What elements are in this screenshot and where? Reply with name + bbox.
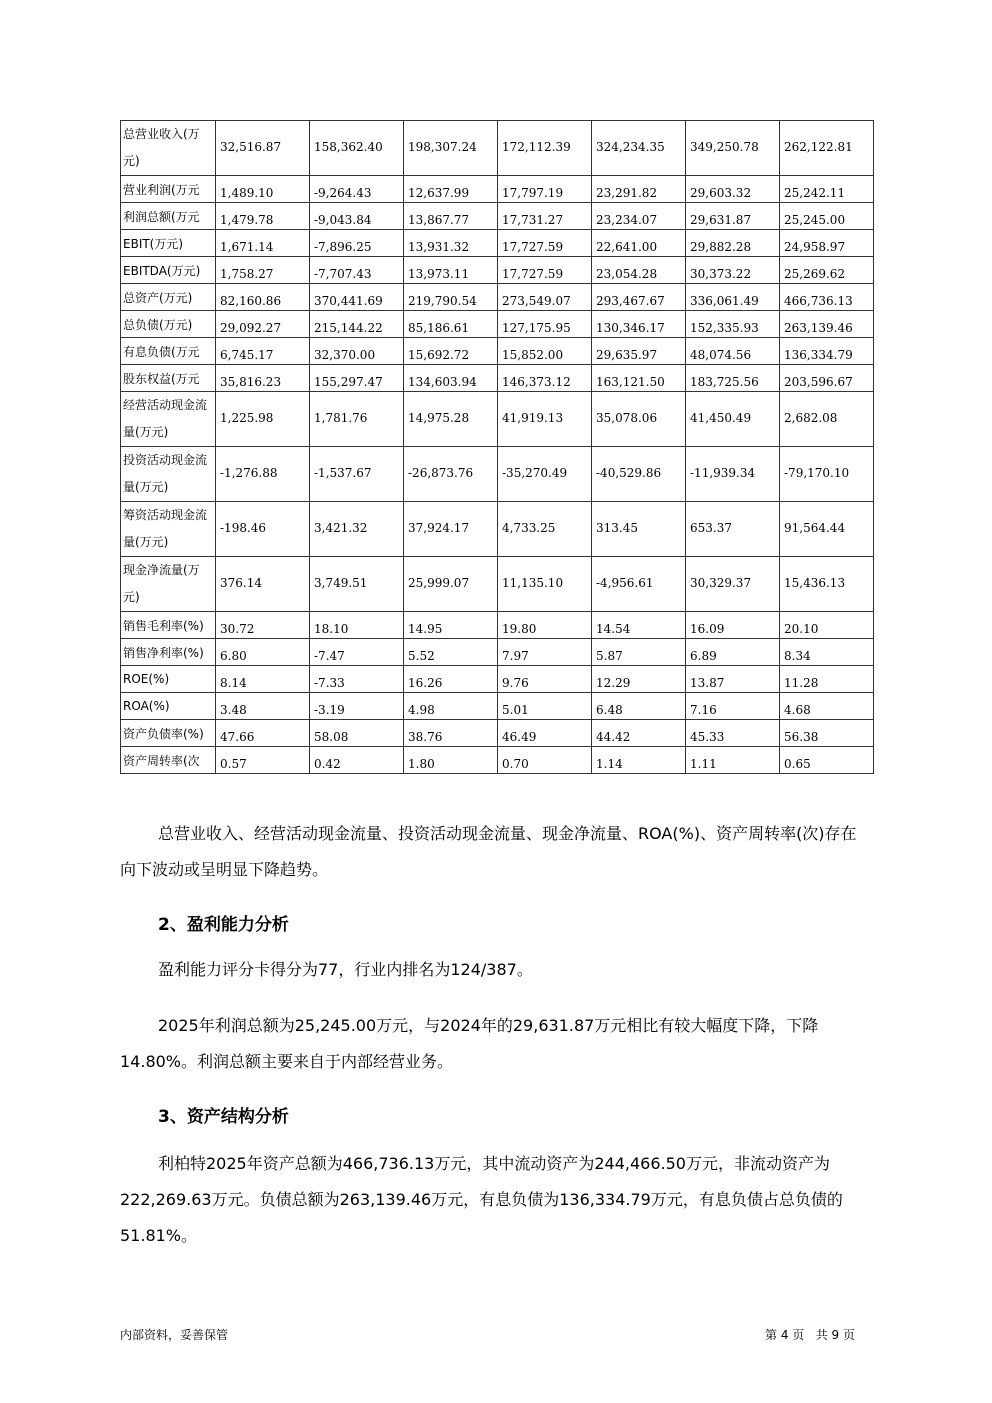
table-cell: 11,135.10 [498,557,592,612]
table-cell: 1,781.76 [310,392,404,447]
row-label: 总营业收入(万元) [121,121,216,176]
table-cell: 23,291.82 [592,176,686,203]
table-cell: -4,956.61 [592,557,686,612]
table-cell: 30,329.37 [686,557,780,612]
table-cell: 44.42 [592,720,686,747]
table-cell: 20.10 [780,612,874,639]
table-row [121,392,874,447]
table-cell: 11.28 [780,666,874,693]
table-cell: 293,467.67 [592,284,686,311]
table-row [121,121,874,176]
table-cell: 0.42 [310,747,404,774]
table-cell: 3.48 [216,693,310,720]
table-cell: 163,121.50 [592,365,686,392]
table-cell: 653.37 [686,502,780,557]
row-label: 销售毛利率(%) [121,612,216,639]
table-cell: 134,603.94 [404,365,498,392]
row-label: 经营活动现金流量(万元) [121,392,216,447]
table-cell: 3,749.51 [310,557,404,612]
table-cell: 85,186.61 [404,311,498,338]
table-cell: 203,596.67 [780,365,874,392]
table-cell: 45.33 [686,720,780,747]
table-cell: 13,931.32 [404,230,498,257]
section-heading-asset-structure: 3、资产结构分析 [158,1107,289,1127]
row-label: 总资产(万元) [121,284,216,311]
table-cell: 1.80 [404,747,498,774]
table-cell: 313.45 [592,502,686,557]
table-cell: 17,727.59 [498,230,592,257]
table-cell: 12.29 [592,666,686,693]
table-row [121,639,874,666]
table-cell: 7.97 [498,639,592,666]
table-cell: -3.19 [310,693,404,720]
table-cell: 16.09 [686,612,780,639]
table-cell: 14.54 [592,612,686,639]
table-cell: 0.65 [780,747,874,774]
row-label: ROE(%) [121,666,216,693]
table-cell: 13.87 [686,666,780,693]
table-cell: 47.66 [216,720,310,747]
table-cell: 58.08 [310,720,404,747]
table-cell: 324,234.35 [592,121,686,176]
table-cell: 6.89 [686,639,780,666]
row-label: 资产负债率(%) [121,720,216,747]
table-cell: 18.10 [310,612,404,639]
table-cell: 15,852.00 [498,338,592,365]
table-cell: 14.95 [404,612,498,639]
table-cell: 1,479.78 [216,203,310,230]
table-cell: 152,335.93 [686,311,780,338]
table-row [121,502,874,557]
row-label: 总负债(万元) [121,311,216,338]
table-cell: 32,516.87 [216,121,310,176]
table-cell: 8.14 [216,666,310,693]
table-cell: -7.33 [310,666,404,693]
table-cell: 17,727.59 [498,257,592,284]
table-cell: 0.57 [216,747,310,774]
row-label: EBITDA(万元) [121,257,216,284]
table-cell: 25,245.00 [780,203,874,230]
table-cell: 29,631.87 [686,203,780,230]
table-cell: -7.47 [310,639,404,666]
profitability-score-paragraph: 盈利能力评分卡得分为77，行业内排名为124/387。 [158,960,533,979]
table-cell: 15,692.72 [404,338,498,365]
table-cell: -35,270.49 [498,447,592,502]
table-cell: -79,170.10 [780,447,874,502]
row-label: 现金净流量(万元) [121,557,216,612]
table-cell: 30,373.22 [686,257,780,284]
table-cell: 56.38 [780,720,874,747]
table-cell: -9,264.43 [310,176,404,203]
table-cell: 35,078.06 [592,392,686,447]
table-cell: 130,346.17 [592,311,686,338]
table-cell: 155,297.47 [310,365,404,392]
table-cell: 23,234.07 [592,203,686,230]
table-cell: 29,603.32 [686,176,780,203]
table-cell: 13,973.11 [404,257,498,284]
table-row [121,176,874,203]
table-cell: 6.48 [592,693,686,720]
table-cell: 1,225.98 [216,392,310,447]
table-cell: 37,924.17 [404,502,498,557]
table-cell: 183,725.56 [686,365,780,392]
row-label: 营业利润(万元 [121,176,216,203]
table-row [121,557,874,612]
table-cell: 22,641.00 [592,230,686,257]
table-cell: 219,790.54 [404,284,498,311]
table-cell: 8.34 [780,639,874,666]
table-cell: 12,637.99 [404,176,498,203]
table-cell: -1,537.67 [310,447,404,502]
table-cell: 263,139.46 [780,311,874,338]
table-cell: 13,867.77 [404,203,498,230]
table-cell: 14,975.28 [404,392,498,447]
row-label: 销售净利率(%) [121,639,216,666]
table-cell: -11,939.34 [686,447,780,502]
table-cell: 17,731.27 [498,203,592,230]
table-cell: 262,122.81 [780,121,874,176]
table-cell: 15,436.13 [780,557,874,612]
table-cell: 1.11 [686,747,780,774]
row-label: 资产周转率(次 [121,747,216,774]
table-cell: -1,276.88 [216,447,310,502]
table-cell: 25,269.62 [780,257,874,284]
table-cell: 30.72 [216,612,310,639]
table-cell: 23,054.28 [592,257,686,284]
row-label: ROA(%) [121,693,216,720]
row-label: 有息负债(万元 [121,338,216,365]
table-cell: 24,958.97 [780,230,874,257]
table-cell: 198,307.24 [404,121,498,176]
table-cell: 48,074.56 [686,338,780,365]
table-cell: 336,061.49 [686,284,780,311]
table-cell: 2,682.08 [780,392,874,447]
table-row [121,666,874,693]
table-cell: 29,092.27 [216,311,310,338]
table-cell: 5.52 [404,639,498,666]
table-cell: 172,112.39 [498,121,592,176]
table-cell: 1,489.10 [216,176,310,203]
table-cell: 25,242.11 [780,176,874,203]
table-cell: 17,797.19 [498,176,592,203]
table-cell: 9.76 [498,666,592,693]
table-cell: 41,450.49 [686,392,780,447]
table-cell: -7,896.25 [310,230,404,257]
table-row [121,747,874,774]
table-cell: 158,362.40 [310,121,404,176]
table-cell: 29,882.28 [686,230,780,257]
table-row [121,257,874,284]
table-cell: 376.14 [216,557,310,612]
table-cell: 136,334.79 [780,338,874,365]
table-row [121,230,874,257]
table-cell: -7,707.43 [310,257,404,284]
footer-page-number: 第 4 页 共 9 页 [765,1328,855,1342]
table-cell: 215,144.22 [310,311,404,338]
table-cell: 6,745.17 [216,338,310,365]
table-cell: -40,529.86 [592,447,686,502]
table-row [121,203,874,230]
table-row [121,693,874,720]
summary-paragraph: 总营业收入、经营活动现金流量、投资活动现金流量、现金净流量、ROA(%)、资产周转率(次)存在向下波动或呈明显下降趋势。 [120,824,857,879]
table-row [121,365,874,392]
table-cell: 82,160.86 [216,284,310,311]
asset-structure-paragraph: 利柏特2025年资产总额为466,736.13万元，其中流动资产为244,466.50万元，非流动资产为222,269.63万元。负债总额为263,139.46万元，有息负债为136,334.79万元，有息负债占总负债的51.81%。 [120,1154,843,1245]
table-cell: 4,733.25 [498,502,592,557]
table-cell: -26,873.76 [404,447,498,502]
table-cell: 273,549.07 [498,284,592,311]
table-cell: 146,373.12 [498,365,592,392]
table-cell: 41,919.13 [498,392,592,447]
row-label: 投资活动现金流量(万元) [121,447,216,502]
table-cell: 25,999.07 [404,557,498,612]
table-cell: 1.14 [592,747,686,774]
table-cell: 29,635.97 [592,338,686,365]
footer-confidential: 内部资料，妥善保管 [120,1328,229,1342]
profit-change-paragraph: 2025年利润总额为25,245.00万元，与2024年的29,631.87万元相比有较大幅度下降，下降14.80%。利润总额主要来自于内部经营业务。 [120,1016,819,1071]
table-cell: 32,370.00 [310,338,404,365]
table-cell: 4.98 [404,693,498,720]
row-label: 利润总额(万元 [121,203,216,230]
row-label: 筹资活动现金流量(万元) [121,502,216,557]
table-cell: 19.80 [498,612,592,639]
table-cell: 16.26 [404,666,498,693]
table-row [121,612,874,639]
table-row [121,338,874,365]
row-label: 股东权益(万元 [121,365,216,392]
table-row [121,447,874,502]
table-cell: 1,671.14 [216,230,310,257]
row-label: EBIT(万元) [121,230,216,257]
table-cell: 35,816.23 [216,365,310,392]
section-heading-profitability: 2、盈利能力分析 [158,915,289,935]
table-cell: -198.46 [216,502,310,557]
table-cell: -9,043.84 [310,203,404,230]
table-row [121,284,874,311]
table-cell: 4.68 [780,693,874,720]
financial-table [120,120,874,774]
table-cell: 46.49 [498,720,592,747]
table-cell: 5.87 [592,639,686,666]
table-cell: 349,250.78 [686,121,780,176]
table-cell: 0.70 [498,747,592,774]
table-cell: 466,736.13 [780,284,874,311]
table-cell: 38.76 [404,720,498,747]
table-cell: 370,441.69 [310,284,404,311]
table-cell: 3,421.32 [310,502,404,557]
table-cell: 127,175.95 [498,311,592,338]
table-cell: 91,564.44 [780,502,874,557]
table-cell: 6.80 [216,639,310,666]
table-row [121,720,874,747]
table-row [121,311,874,338]
table-cell: 5.01 [498,693,592,720]
table-cell: 7.16 [686,693,780,720]
table-cell: 1,758.27 [216,257,310,284]
